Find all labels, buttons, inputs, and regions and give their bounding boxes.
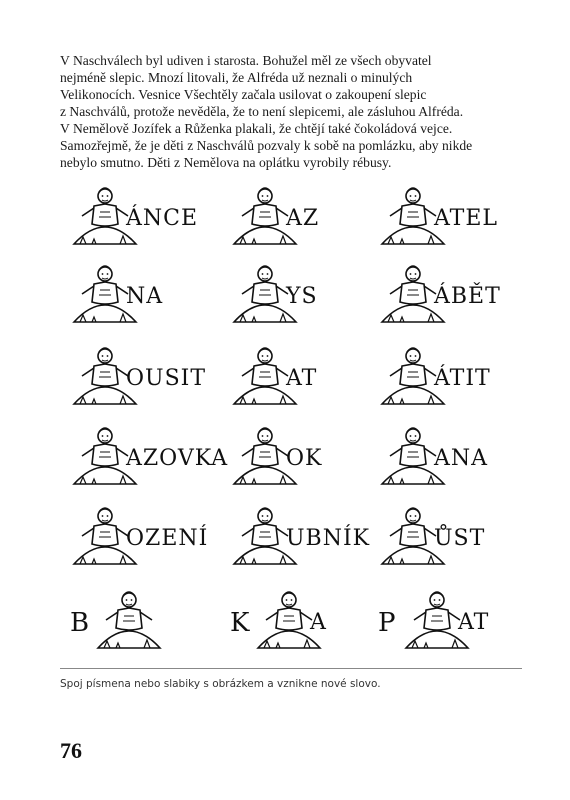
paragraph-line: nebylo smutno. Děti z Nemělova na oplátku vyrobily rébusy. (60, 155, 392, 170)
rebus-suffix: OZENÍ (126, 526, 209, 551)
rebus-puzzle (70, 342, 230, 412)
rebus-suffix: YS (286, 284, 318, 309)
rebus-puzzle (230, 586, 390, 656)
rebus-puzzle (378, 182, 538, 252)
rebus-suffix: ŮST (434, 526, 486, 551)
rebus-suffix: AT (458, 610, 490, 635)
rebus-suffix: OUSIT (126, 366, 207, 391)
rebus-puzzle (70, 586, 230, 656)
rebus-suffix: ÁNCE (126, 206, 199, 231)
paragraph-line: V Naschválech byl udiven i starosta. Bohužel měl ze všech obyvatel (60, 53, 432, 68)
rebus-puzzle (378, 260, 538, 330)
rebus-suffix: AZOVKA (126, 446, 229, 471)
rebus-puzzle (70, 182, 230, 252)
rebus-suffix: ÁTIT (434, 366, 491, 391)
rebus-suffix: ATEL (434, 206, 499, 231)
rebus-puzzle (230, 502, 390, 572)
rebus-puzzle (230, 422, 390, 492)
rebus-puzzle (230, 260, 390, 330)
rebus-puzzle (378, 342, 538, 412)
hill-figure-icon (94, 586, 164, 656)
paragraph-line: z Naschválů, protože nevěděla, že to není slepicemi, ale zásluhou Alfréda. (60, 104, 464, 119)
rebus-puzzle (378, 502, 538, 572)
rebus-grid (70, 182, 520, 652)
rebus-puzzle (378, 586, 538, 656)
rebus-puzzle (378, 422, 538, 492)
rebus-prefix: B (70, 608, 91, 638)
rebus-suffix: A (310, 610, 327, 635)
rebus-puzzle (70, 422, 230, 492)
divider (60, 668, 522, 669)
story-paragraph (60, 52, 530, 171)
rebus-puzzle (70, 260, 230, 330)
rebus-prefix: K (230, 608, 251, 638)
paragraph-line: nejméně slepic. Mnozí litovali, že Alfréda už neznali o minulých (60, 70, 413, 85)
rebus-puzzle (230, 342, 390, 412)
rebus-puzzle (70, 502, 230, 572)
rebus-suffix: ÁBĚT (434, 284, 501, 309)
rebus-suffix: AT (286, 366, 318, 391)
rebus-suffix: OK (286, 446, 323, 471)
rebus-puzzle (230, 182, 390, 252)
rebus-suffix: AZ (286, 206, 320, 231)
rebus-suffix: UBNÍK (286, 526, 371, 551)
rebus-suffix: ANA (434, 446, 489, 471)
paragraph-line: V Nemělově Jozífek a Růženka plakali, že chtějí také čokoládová vejce. (60, 121, 453, 136)
instruction-text: Spoj písmena nebo slabiky s obrázkem a vznikne nové slovo. (60, 678, 381, 690)
page-number: 76 (60, 738, 82, 763)
paragraph-line: Velikonocích. Vesnice Všechtěly začala usilovat o zakoupení slepic (60, 87, 427, 102)
paragraph-line: Samozřejmě, že je děti z Naschválů pozvaly k sobě na pomlázku, aby nikde (60, 138, 473, 153)
rebus-suffix: NA (126, 284, 164, 309)
rebus-prefix: P (378, 608, 397, 638)
